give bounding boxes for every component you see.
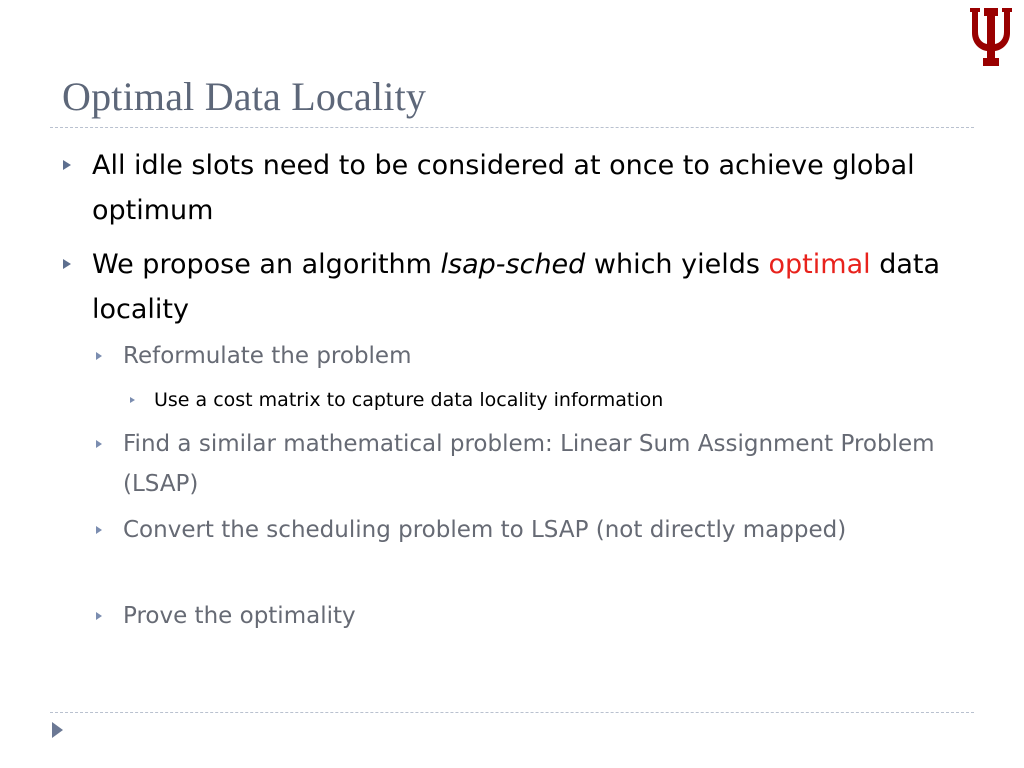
sub-sub-bullet-text: Use a cost matrix to capture data locality information [154, 389, 664, 411]
footer-divider [50, 712, 974, 713]
arrow-bullet-icon [130, 397, 135, 403]
arrow-bullet-icon [96, 612, 102, 620]
sub-sub-bullet-item [154, 386, 974, 414]
play-arrow-icon[interactable] [52, 722, 63, 738]
bullet-item [92, 143, 972, 233]
sub-bullet-item [123, 596, 973, 636]
sub-bullet-item [123, 424, 973, 504]
arrow-bullet-icon [96, 352, 102, 360]
arrow-bullet-icon [63, 160, 71, 170]
sub-bullet-text: Convert the scheduling problem to LSAP (not directly mapped) [123, 517, 847, 543]
slide-title: Optimal Data Locality [62, 74, 427, 119]
bullet-text-after: data locality [92, 249, 941, 325]
highlighted-word: optimal [768, 249, 871, 280]
arrow-bullet-icon [63, 259, 71, 269]
bullet-item [92, 242, 972, 332]
sub-bullet-text: Find a similar mathematical problem: Linear Sum Assignment Problem (LSAP) [123, 431, 935, 497]
bullet-text-before: We propose an algorithm [92, 249, 441, 280]
sub-bullet-item [123, 510, 973, 550]
sub-bullet-text: Reformulate the problem [123, 343, 412, 369]
bullet-text: All idle slots need to be considered at once to achieve global optimum [92, 150, 915, 226]
algorithm-name: lsap-sched [440, 249, 586, 280]
bullet-text-middle: which yields [585, 249, 769, 280]
sub-bullet-text: Prove the optimality [123, 603, 356, 629]
arrow-bullet-icon [96, 440, 102, 448]
arrow-bullet-icon [96, 526, 102, 534]
sub-bullet-item [123, 336, 973, 376]
